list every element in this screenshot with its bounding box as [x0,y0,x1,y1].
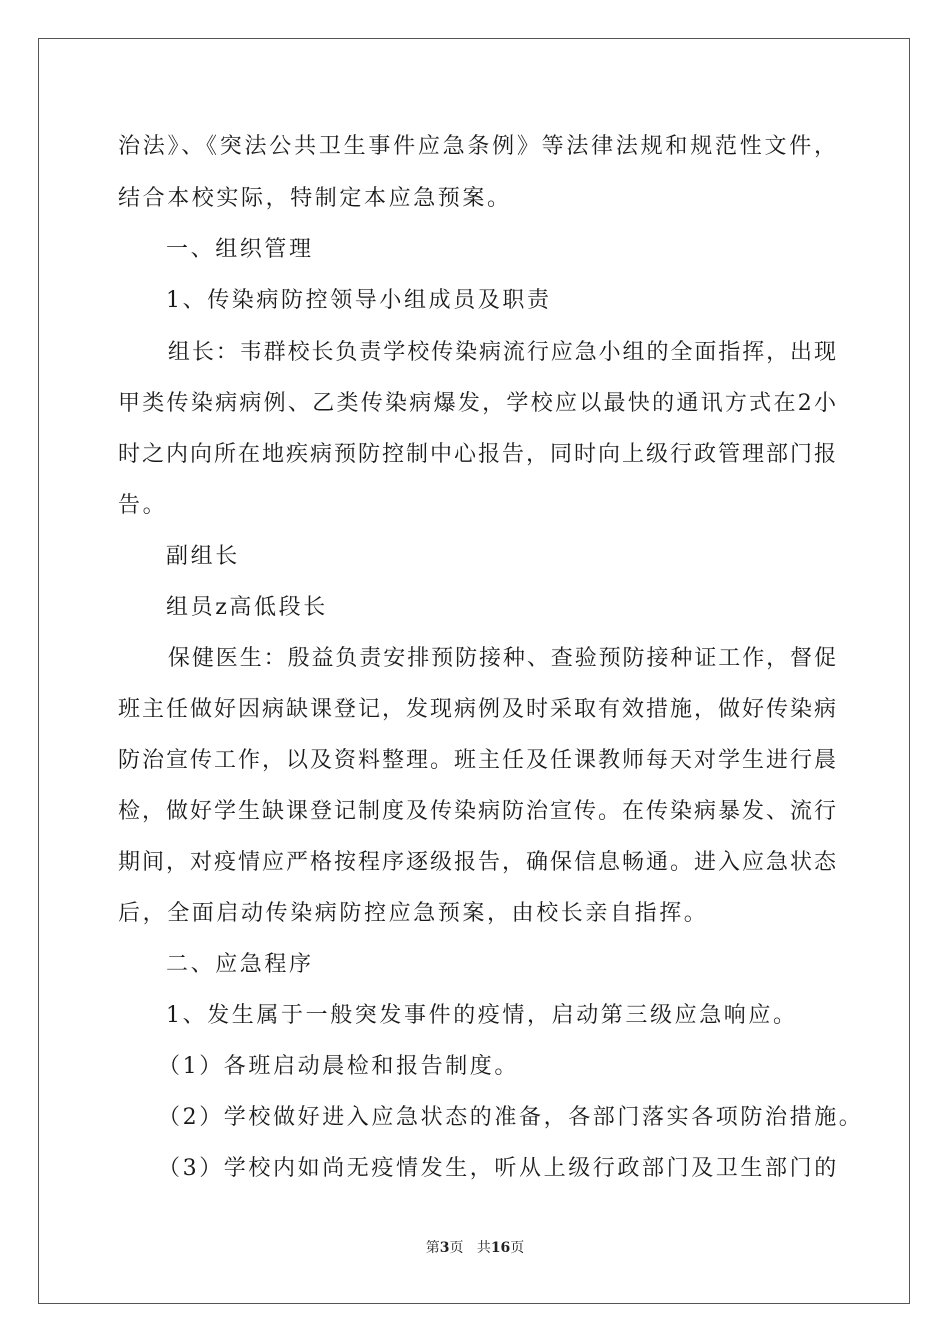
text-line: 检，做好学生缺课登记制度及传染病防治宣传。在传染病暴发、流行 [118,799,836,824]
page-suffix: 页 [449,1240,464,1256]
section-heading: 二、应急程序 [166,952,314,977]
text-line: 后，全面启动传染病防控应急预案，由校长亲自指挥。 [118,901,709,926]
text-line: 时之内向所在地疾病预防控制中心报告，同时向上级行政管理部门报 [118,442,836,467]
list-item: （1）各班启动晨检和报告制度。 [158,1054,519,1079]
list-item: （2）学校做好进入应急状态的准备，各部门落实各项防治措施。 [158,1105,864,1130]
page-number: 3 [439,1240,450,1256]
page-footer [0,1238,950,1258]
subsection-heading: 1、传染病防控领导小组成员及职责 [166,288,552,313]
text-line: 组长：韦群校长负责学校传染病流行应急小组的全面指挥，出现 [166,340,836,365]
text-line: 班主任做好因病缺课登记，发现病例及时采取有效措施，做好传染病 [118,697,836,722]
text-line: 保健医生：殷益负责安排预防接种、查验预防接种证工作，督促 [166,646,836,671]
total-suffix: 页 [510,1240,525,1256]
text-line: 结合本校实际，特制定本应急预案。 [118,186,512,211]
text-line: 1、发生属于一般突发事件的疫情，启动第三级应急响应。 [166,1003,798,1028]
list-item: （3）学校内如尚无疫情发生，听从上级行政部门及卫生部门的 [158,1156,839,1181]
section-heading: 一、组织管理 [166,237,314,262]
text-line: 期间，对疫情应严格按程序逐级报告，确保信息畅通。进入应急状态 [118,850,836,875]
total-pages: 16 [490,1240,511,1256]
total-prefix: 共 [476,1240,491,1256]
text-line: 副组长 [166,544,240,569]
page-prefix: 第 [425,1240,440,1256]
text-line: 甲类传染病病例、乙类传染病爆发，学校应以最快的通讯方式在2小 [118,391,836,416]
text-line: 治法》、《突法公共卫生事件应急条例》等法律法规和规范性文件， [118,134,836,159]
text-line: 组员z高低段长 [166,595,328,620]
text-line: 告。 [118,493,168,518]
text-line: 防治宣传工作，以及资料整理。班主任及任课教师每天对学生进行晨 [118,748,836,773]
